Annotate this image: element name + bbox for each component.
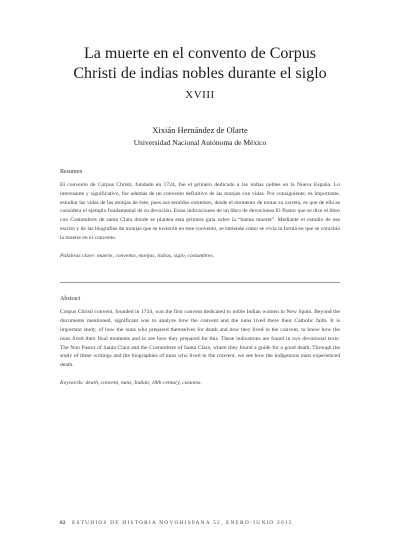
author-affiliation: Universidad Nacional Autónoma de México — [133, 138, 267, 147]
page-footer — [60, 520, 340, 526]
author-name: Xixián Hernández de Olarte — [152, 125, 248, 135]
title-line-2 — [60, 64, 340, 105]
english-keywords-label: Keywords: — [60, 379, 85, 386]
running-head: ESTUDIOS DE HISTORIA NOVOHISPANA 52, ENERO-JUNIO 2015 — [71, 520, 293, 526]
abstract-keywords — [60, 252, 340, 261]
english-abstract-heading: Abstract — [60, 296, 81, 303]
english-abstract-body: Corpus Christi convent, founded in 1724, was the first convent dedicated to noble Indian women in New Spain. Beyond the documents mentioned, significant was to analyze how the convent and the nuns lived there their Catholic faith. It is important study, of how the nuns who prepared themselves for death and how they lived in the convent, to know how the nuns lived their final moments and to see how they prepared for this. These indications are found in two devotional texts: The Nun Pastor of Santa Clara and the Costumbres of Santa Clara, where they found a guide for a good death. Through the study of these writings and the biographies of nuns who lived in the convent, we see how the indigenous nuns experienced death. — [60, 309, 340, 369]
page-number: 82 — [60, 520, 66, 526]
keywords-list: muerte, convento, monjas, indias, siglo, costumbres. — [96, 252, 215, 259]
section-divider — [60, 282, 340, 283]
abstract-body: El convento de Corpus Christi, fundado en 1724, fue el primero dedicado a las indias nobles en la Nueva España. Lo interesante y significativo, fue además de un convento definitivo de las monjas con vidas. Por consiguiente, es importante, estudiar las vidas de las monjas de éste, pues sus sentidos extremos, desde el momento de tomar su carrera, es que de ella se considera el ejemplo fundamental de su devoción. Estas indicaciones de un libro de devociones El Pastor que se dice el libro con Costumbres de santa Clara donde se plantea esta primera guía sobre la “buena muerte”. Mediante el estudio de ese escrito y de las biografías de monjas que se tuvieron en este convento, se entiende cómo se vivía la forma en que se concibió la muerte en el convento. — [60, 182, 340, 241]
keywords-label: Palabras clave: — [60, 252, 96, 259]
title-line-1: La muerte en el convento de Corpus — [84, 45, 316, 62]
english-keywords-list: death, convent, nuns, Indian, 18th century, customs. — [85, 379, 202, 386]
title-line-2-text: Christi de indias nobles durante el siglo — [73, 65, 327, 82]
title-century: XVIII — [185, 89, 215, 101]
article-title — [60, 0, 340, 105]
english-keywords — [60, 379, 340, 388]
abstract-heading: Resumen — [60, 169, 83, 175]
